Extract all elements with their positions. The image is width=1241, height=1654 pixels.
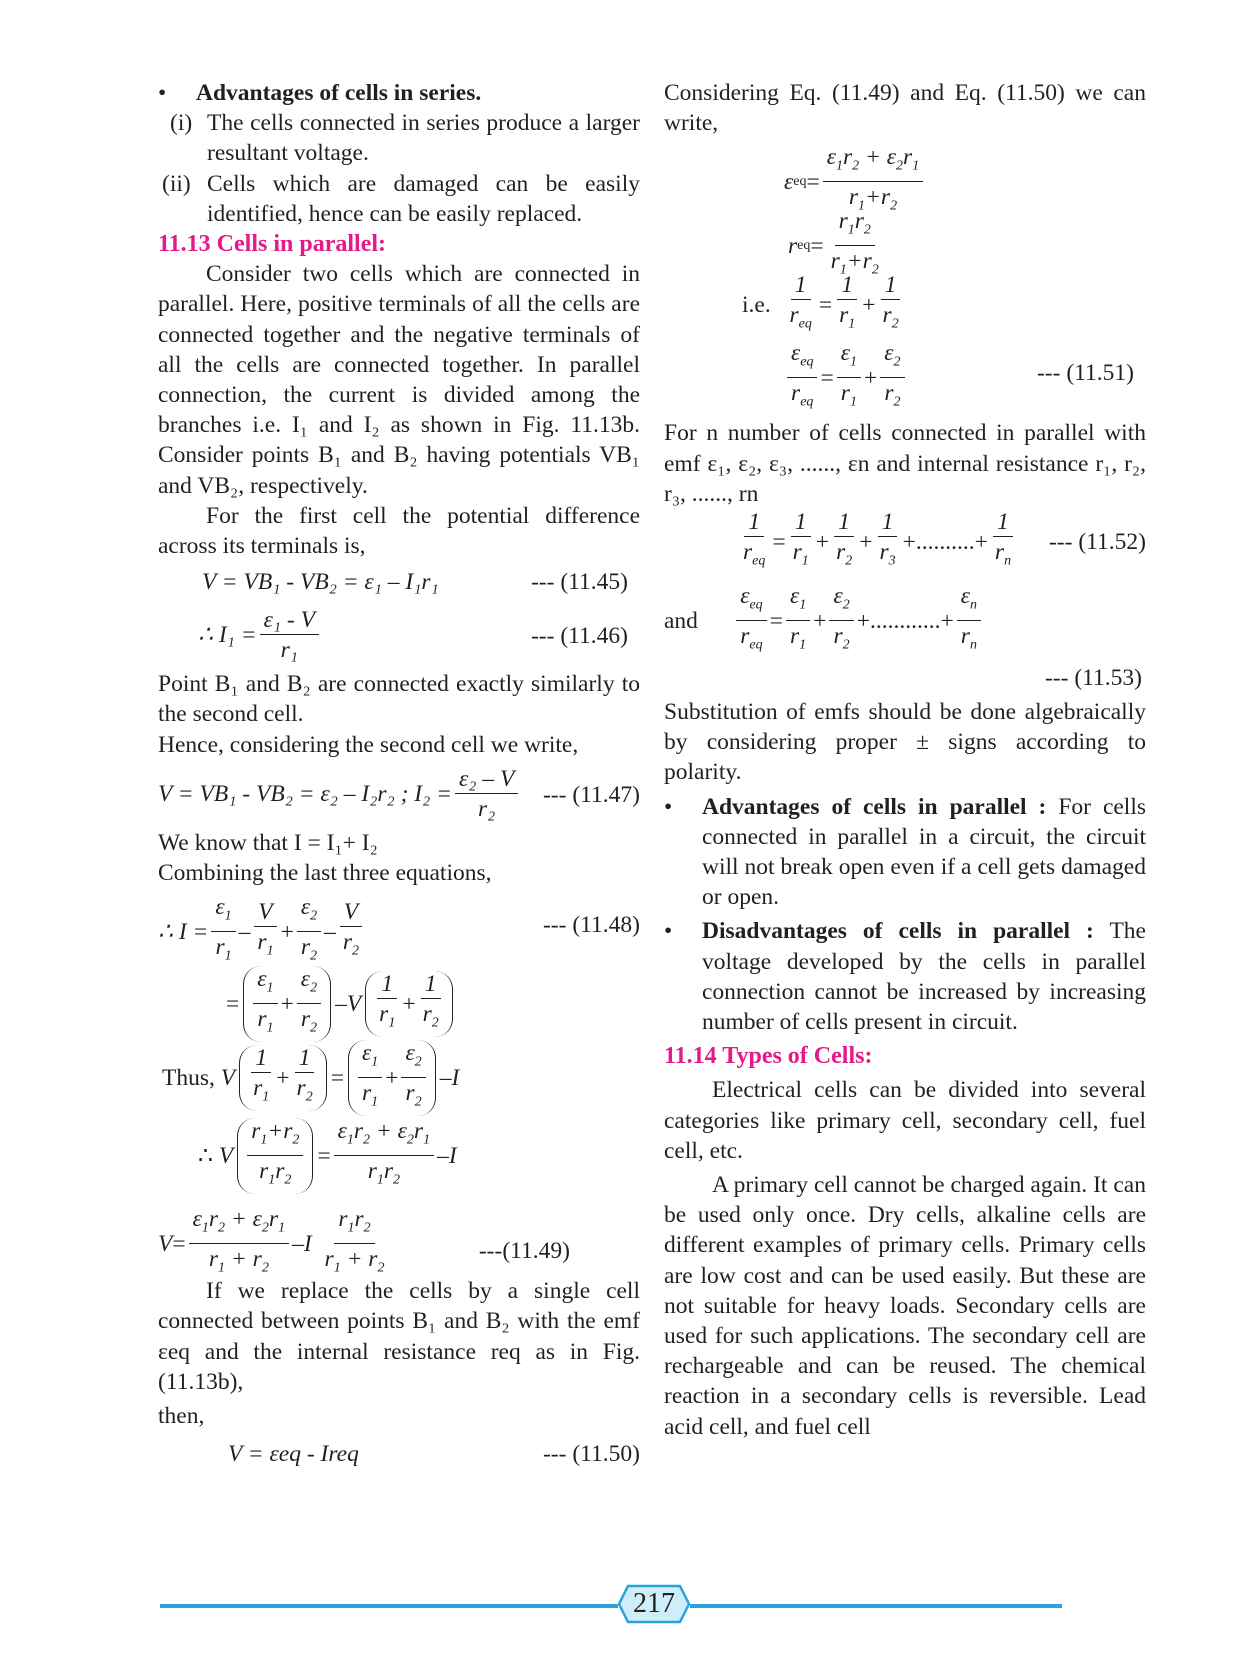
page-number: 217 <box>633 1588 675 1619</box>
equation-reciprocal-r: i.e. $\frac{1}{r_{eq}}$ = $\frac{1}{r_1}$ + $\frac{1}{r_2}$ <box>742 272 899 333</box>
paragraph-n-cells: For n number of cells connected in parallel with emf ε₁, ε₂, ε₃, ......, εn and internal resistance r₁, r₂, r₃, ......, rn <box>664 420 1146 507</box>
paragraph-substitution: Substitution of emfs should be done algebraically by considering proper ± signs according to polarity. <box>664 699 1146 786</box>
footer-rule-right <box>690 1604 1062 1608</box>
equation-11-50: V = εeq - Ireq --- (11.50) <box>228 1441 640 1468</box>
paragraph-replace-cells: If we replace the cells by a single cell connected between points B₁ and B₂ with the emf εeq and the internal resistance req as in Fig. (11.13b), <box>158 1278 640 1395</box>
paragraph-know-that: We know that I = I₁+ I₂ <box>158 829 378 856</box>
paragraph-primary-cell: A primary cell cannot be charged again. It can be used only once. Dry cells, alkaline cells are different examples of primary cells. Primary cells are low cost and can be used easily. But these are not suitable for heavy loads. Secondary cells are used for such applications. The secondary cell are rechargeable and can be reused. The chemical reaction in a secondary cells is reversible. Lead acid cell, and fuel cell <box>664 1172 1146 1440</box>
adv-series-item-2: (ii) Cells which are damaged can be easily identified, hence can be easily replaced. <box>162 170 640 227</box>
adv-series-heading: • Advantages of cells in series. <box>158 78 640 108</box>
paragraph-second-cell: Hence, considering the second cell we write, <box>158 731 579 758</box>
section-heading-11-14: 11.14 Types of Cells: <box>664 1043 873 1070</box>
equation-11-53: and $\frac{\varepsilon_{eq}}{r_{eq}}$ = $\frac{\varepsilon_1}{r_1}$ + $\frac{\varepsilon_2}{r_2}$ +............+ $\frac{\varepsilon_n}{r_n}$ <box>664 583 1146 663</box>
equation-11-48: ∴ I = $\frac{\varepsilon_1}{r_1}$ – $\frac{V}{r_1}$ + $\frac{\varepsilon_2}{r_2}$ – $\frac{V}{r_2}$ --- (11.48) <box>158 894 640 964</box>
paragraph-combining: Combining the last three equations, <box>158 860 492 887</box>
paragraph-cell-categories: Electrical cells can be divided into several categories like primary cell, secondary cell, fuel cell, etc. <box>664 1077 1146 1164</box>
paragraph-considering: Considering Eq. (11.49) and Eq. (11.50) we can write, <box>664 80 1146 137</box>
equation-11-53-number: --- (11.53) <box>1044 665 1142 692</box>
paragraph-first-cell: For the first cell the potential difference across its terminals is, <box>158 502 640 560</box>
paragraph-then: then, <box>158 1403 205 1430</box>
footer-rule-left <box>160 1604 618 1608</box>
disadv-parallel-item: • Disadvantages of cells in parallel : The voltage developed by the cells in parallel connection cannot be increased by increasing number of cells present in circuit. <box>664 916 1146 1037</box>
section-heading-11-13: 11.13 Cells in parallel: <box>158 231 386 258</box>
equation-thus: Thus, V $\frac{1}{r_1}$ + $\frac{1}{r_2}$ = $\frac{\varepsilon_1}{r_1}$ + $\frac{\varepsilon_2}{r_2}$ – I <box>158 1036 640 1110</box>
adv-parallel-item: • Advantages of cells in parallel : For cells connected in parallel in a circuit, the circuit will not break open even if a cell gets damaged or open. <box>664 792 1146 913</box>
paragraph-points-b: Point B₁ and B₂ are connected exactly similarly to the second cell. <box>158 671 640 728</box>
equation-11-46: ∴ I₁ = $\frac{\text{ε₁ - V}}{\text{r₁}}$ --- (11.46) <box>198 607 628 664</box>
right-column <box>664 78 1146 1442</box>
adv-series-item-1: (i) The cells connected in series produce a larger resultant voltage. <box>170 110 640 167</box>
equation-eps-eq: ε eq = $\frac{\varepsilon_1r_2 + \varepsilon_2r_1}{r_1+r_2}$ <box>664 144 1146 208</box>
equation-11-47: V = VB₁ - VB₂ = ε₂ – I₂r₂ ; I₂ = $\frac{\text{ε₂ – V}}{\text{r₂}}$ --- (11.47) <box>158 765 640 822</box>
page-footer <box>0 1580 1241 1630</box>
equation-11-48-step: = $\frac{\varepsilon_1}{r_1}$ + $\frac{\varepsilon_2}{r_2}$ – V $\frac{1}{r_1}$ + $\frac{1}{r_2}$ <box>158 962 640 1036</box>
paragraph-parallel-intro: Consider two cells which are connected in parallel. Here, positive terminals of all the cells are connected together and the negative terminals of all the cells are connected together. In parallel connection, the current is divided among the branches i.e. I₁ and I₂ as shown in Fig. 11.13b. Consider points B₁ and B₂ having potentials VB₁ and VB₂, respectively. <box>158 261 640 499</box>
equation-r-eq: r eq = $\frac{r_1r_2}{r_1+r_2}$ <box>788 208 879 278</box>
left-column <box>158 78 640 1477</box>
equation-11-52: $\frac{1}{r_{eq}}$ = $\frac{1}{r_1}$ + $\frac{1}{r_2}$ + $\frac{1}{r_3}$ +..........+ $\frac{1}{r_n}$ --- (11.52) <box>743 509 1146 569</box>
equation-11-51: $\frac{\varepsilon_{eq}}{r_{eq}}$ = $\frac{\varepsilon_1}{r_1}$ + $\frac{\varepsilon_2}{r_2}$ --- (11.51) <box>664 340 1146 408</box>
equation-11-49: V = $\frac{\varepsilon_1r_2 + \varepsilon_2r_1}{r_1 + r_2}$ – I $\frac{r_1r_2}{r_1 + r_2}$ ---(11.49) <box>158 1206 570 1276</box>
equation-11-45: V = VB₁ - VB₂ = ε₁ – I₁r₁ --- (11.45) <box>202 569 628 596</box>
equation-therefore-v: ∴ V $\frac{r_1+r_2}{r_1r_2}$ = $\frac{\varepsilon_1r_2 + \varepsilon_2r_1}{r_1r_2}$ – I <box>158 1110 640 1206</box>
